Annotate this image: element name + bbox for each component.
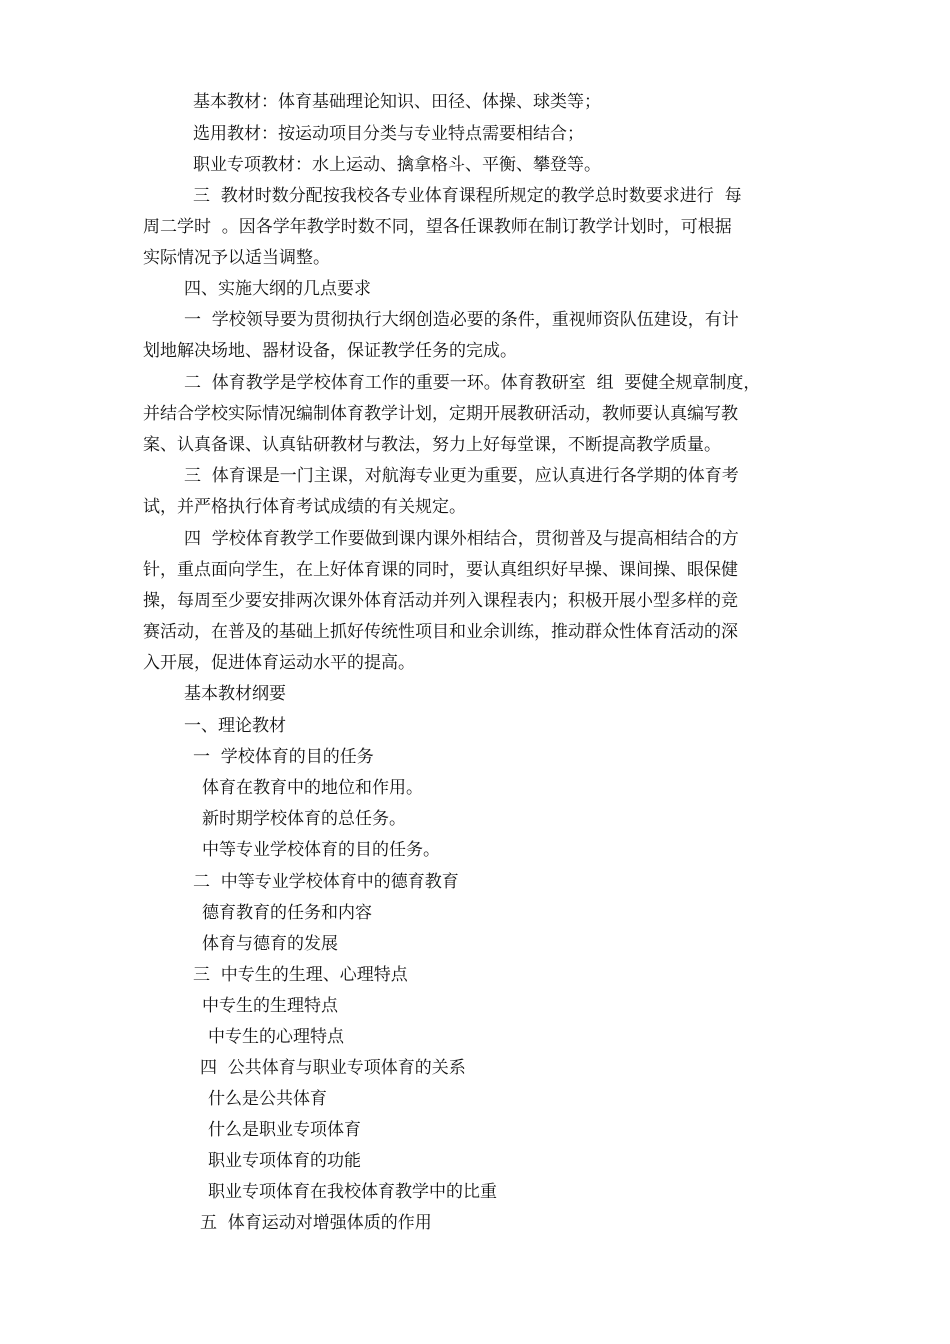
outline-item: 二 中等专业学校体育中的德育教育	[193, 872, 459, 892]
outline-subitem: 中等专业学校体育的目的任务。	[202, 840, 440, 860]
text-line: 案、认真备课、认真钻研教材与教法，努力上好每堂课，不断提高教学质量。	[143, 435, 721, 455]
outline-subitem: 职业专项体育的功能	[208, 1151, 361, 1171]
outline-subitem: 中专生的心理特点	[208, 1027, 344, 1047]
outline-item: 一 学校体育的目的任务	[193, 747, 374, 767]
text-line: 试，并严格执行体育考试成绩的有关规定。	[143, 497, 466, 517]
text-line: 三 体育课是一门主课，对航海专业更为重要，应认真进行各学期的体育考	[184, 466, 739, 486]
outline-subitem: 职业专项体育在我校体育教学中的比重	[208, 1182, 497, 1202]
text-line: 针，重点面向学生，在上好体育课的同时，要认真组织好早操、课间操、眼保健	[143, 560, 738, 580]
text-line: 赛活动，在普及的基础上抓好传统性项目和业余训练，推动群众性体育活动的深	[143, 622, 738, 642]
outline-item: 三 中专生的生理、心理特点	[193, 965, 408, 985]
outline-subitem: 德育教育的任务和内容	[202, 903, 372, 923]
text-line: 基本教材：体育基础理论知识、田径、体操、球类等；	[193, 92, 601, 112]
outline-subitem: 什么是公共体育	[208, 1089, 327, 1109]
outline-subitem: 中专生的生理特点	[202, 996, 338, 1016]
text-line: 并结合学校实际情况编制体育教学计划，定期开展教研活动，教师要认真编写教	[143, 404, 738, 424]
section-heading: 一、理论教材	[184, 716, 286, 736]
text-line: 周二学时 。因各学年教学时数不同，望各任课教师在制订教学计划时，可根据	[143, 217, 732, 237]
section-heading: 四、实施大纲的几点要求	[184, 279, 371, 299]
outline-item: 四 公共体育与职业专项体育的关系	[200, 1058, 466, 1078]
outline-item: 五 体育运动对增强体质的作用	[200, 1213, 432, 1233]
text-line: 划地解决场地、器材设备，保证教学任务的完成。	[143, 341, 517, 361]
text-line: 实际情况予以适当调整。	[143, 248, 330, 268]
text-line: 一 学校领导要为贯彻执行大纲创造必要的条件，重视师资队伍建设，有计	[184, 310, 739, 330]
outline-subitem: 体育在教育中的地位和作用。	[202, 778, 423, 798]
text-line: 四 学校体育教学工作要做到课内课外相结合，贯彻普及与提高相结合的方	[184, 529, 739, 549]
outline-subitem: 体育与德育的发展	[202, 934, 338, 954]
text-line: 操，每周至少要安排两次课外体育活动并列入课程表内；积极开展小型多样的竞	[143, 591, 738, 611]
text-line: 职业专项教材：水上运动、擒拿格斗、平衡、攀登等。	[193, 155, 601, 175]
text-line: 选用教材：按运动项目分类与专业特点需要相结合；	[193, 124, 584, 144]
outline-subitem: 新时期学校体育的总任务。	[202, 809, 406, 829]
outline-subitem: 什么是职业专项体育	[208, 1120, 361, 1140]
section-heading: 基本教材纲要	[184, 684, 286, 704]
text-line: 二 体育教学是学校体育工作的重要一环。体育教研室 组 要健全规章制度，	[184, 373, 761, 393]
text-line: 入开展，促进体育运动水平的提高。	[143, 653, 415, 673]
text-line: 三 教材时数分配按我校各专业体育课程所规定的教学总时数要求进行 每	[193, 186, 742, 206]
